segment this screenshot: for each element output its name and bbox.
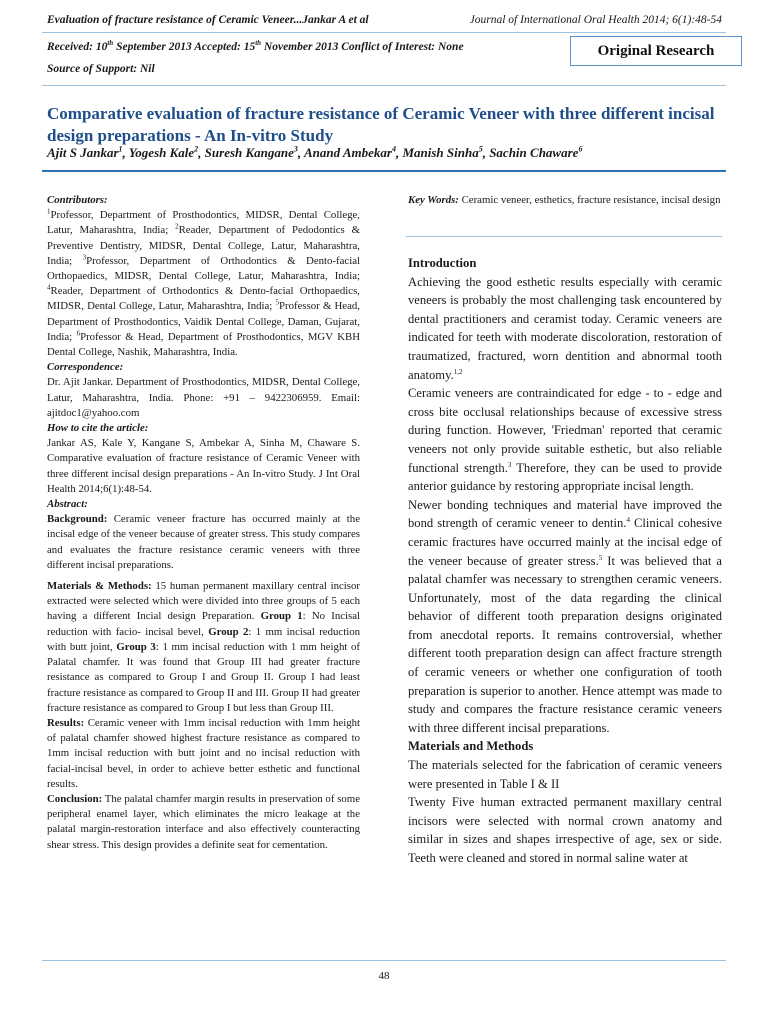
introduction-heading: Introduction	[408, 256, 477, 270]
abstract-heading: Abstract:	[47, 498, 88, 511]
running-header-right: Journal of International Oral Health 2014; 6(1):48-54	[469, 14, 722, 26]
author-list: Ajit S Jankar$^1$, Yogesh Kale$^2$, Suresh Kangane$^3$, Anand Ambekar$^4$, Manish Sinha$^5$, Sachin Chaware$^6$	[47, 145, 583, 161]
page-number: 48	[378, 970, 390, 982]
correspondence-heading: Correspondence:	[47, 361, 124, 374]
article-title: Comparative evaluation of fracture resistance of Ceramic Veneer with three different incisal design preparations - An In-vitro Study	[47, 104, 715, 145]
intro-paragraph-2: Ceramic veneers are contraindicated for edge - to - edge and cross bite occlusal relationships because of excessive stress during function. However, 'Friedman' reported that ceramic veneers not only provide suitable esthetic, but also reliable functional strength.$^3$ Therefore, they can be used to provide anterior guidance by restoring appropriate incisal length.	[408, 386, 722, 494]
cite-heading: How to cite the article:	[47, 422, 149, 435]
author: Yogesh Kale$^2$	[128, 145, 199, 161]
article-type-badge: Original Research	[570, 36, 742, 66]
intro-paragraph-1: Achieving the good esthetic results especially with ceramic veneers is probably the most challenging task encountered by dental practitioners and ceramist today. Ceramic veneers are indicated for teeth with moderate discoloration, restoration of traumatized, fractured, worn dentition and abnormal tooth anatomy.$^{1,2}$	[408, 274, 722, 382]
materials-methods-heading: Materials and Methods	[408, 739, 534, 754]
source-of-support: Source of Support: Nil	[47, 63, 155, 75]
correspondence-text: Dr. Ajit Jankar. Department of Prosthodontics, MIDSR, Dental College, Latur, Maharashtra, India. Phone: +91 – 9422306959. Email: ajitdoc1@yahoo.com	[47, 376, 360, 419]
author: Sachin Chaware$^6$	[489, 145, 583, 161]
methods-paragraph-1: The materials selected for the fabrication of ceramic veneers were presented in Table I & II	[408, 758, 722, 791]
abstract-methods: Materials & Methods: 15 human permanent maxillary central incisor extracted were selected which were divided into three groups of 5 each having a different Incial design Preparation. Group 1: No Incisal reduction with facio- incisal bevel, Group 2: 1 mm incisal reduction with butt joint, Group 3: 1 mm incisal reduction with 1 mm height of Palatal chamfer. It was found that Group III had greater fracture resistance as compared to Group I and Group II. Group I had least fracture resistance as compared to Group II and III. Group II had greater fracture resistance as compared to Group I but less than Group III.	[47, 580, 361, 714]
author: Anand Ambekar$^4$	[303, 145, 396, 161]
title-rule	[42, 170, 726, 172]
footer-rule	[42, 960, 726, 961]
meta-rule	[42, 85, 726, 86]
keywords: Key Words: Ceramic veneer, esthetics, fracture resistance, incisal design	[408, 194, 721, 206]
header-rule	[42, 32, 726, 33]
abstract-background: Background: Ceramic veneer fracture has occurred mainly at the incisal edge of the veneer because of greater stress. This study compares and evaluates the fracture resistance ceramic veneers with three different incisal preparations.	[47, 513, 360, 571]
author: Ajit S Jankar$^1$	[47, 145, 123, 161]
author: Manish Sinha$^5$	[402, 145, 483, 161]
author: Suresh Kangane$^3$	[204, 145, 298, 161]
contributors-text: $^1$Professor, Department of Prosthodontics, MIDSR, Dental College, Latur, Maharashtra, India; $^2$Reader, Department of Pedodontics & Preventive Dentistry, MIDSR, Dental College, Latur, Maharashtra, India; $^3$Professor, Department of Orthodontics & Dento-facial Orthopaedics, MIDSR, Dental College, Latur, Maharashtra, India; $^4$Reader, Department of Orthodontics & Dento-facial Orthopaedics, MIDSR, Dental College, Latur, Maharashtra, India; $^5$Professor & Head, Department of Prosthodontics, Vaidik Dental College, Daman, Gujarat, India; $^6$Professor & Head, Department of Prosthodontics, MGV KBH Dental College, Nashik, Maharashtra, India.	[47, 207, 361, 359]
running-header-left: Evaluation of fracture resistance of Ceramic Veneer...Jankar A et al	[47, 14, 369, 26]
received-accepted-line: Received: 10th September 2013 Accepted: 15th November 2013 Conflict of Interest: None	[47, 39, 464, 53]
abstract-conclusion: Conclusion: The palatal chamfer margin results in preservation of some peripheral enamel layer, which eliminates the micro leakage at the palatal margin-restoration interface and also effectively counteracting shear stress. This design provides a definite seat for cementation.	[47, 792, 360, 851]
left-column	[47, 193, 360, 853]
abstract-results: Results: Ceramic veneer with 1mm incisal reduction with 1mm height of palatal chamfer showed highest fracture resistance as compared to 1mm incisal reduction with butt joint and no incisal reduction with facial-incisal bevel, in order to achieve better esthetic and functional results.	[47, 716, 360, 790]
methods-paragraph-2: Twenty Five human extracted permanent maxillary central incisors were selected with normal crown anatomy and similar in sizes and shapes irrespective of age, sex or side. Teeth were cleaned and stored in normal saline water at	[408, 795, 722, 865]
contributors-heading: Contributors:	[47, 194, 108, 206]
right-column	[408, 254, 722, 868]
cite-text: Jankar AS, Kale Y, Kangane S, Ambekar A, Sinha M, Chaware S. Comparative evaluation of fracture resistance of Ceramic Veneer with three different incisal design preparations - An In-vitro Study. J Int Oral Health 2014;6(1):48-54.	[47, 437, 360, 495]
intro-paragraph-3: Newer bonding techniques and material have improved the bond strength of ceramic veneer to dentin.$^4$ Clinical cohesive ceramic fractures have occurred mainly at the incisal edge of the veneer because of greater stress.$^5$ It was believed that a palatal chamfer was necessary to strengthen ceramic veneers. Unfortunately, most of the data regarding the clinical behavior of different tooth preparation designs originated from anecdotal reports. It remains controversial, whether different tooth preparation design can affect fracture strength of ceramic veneers or whether one configuration of tooth preparation is superior to another. Hence attempt was made to study and compares the fracture resistance ceramic veneers with three different incisal preparations.	[408, 497, 723, 735]
keywords-rule	[406, 236, 722, 237]
